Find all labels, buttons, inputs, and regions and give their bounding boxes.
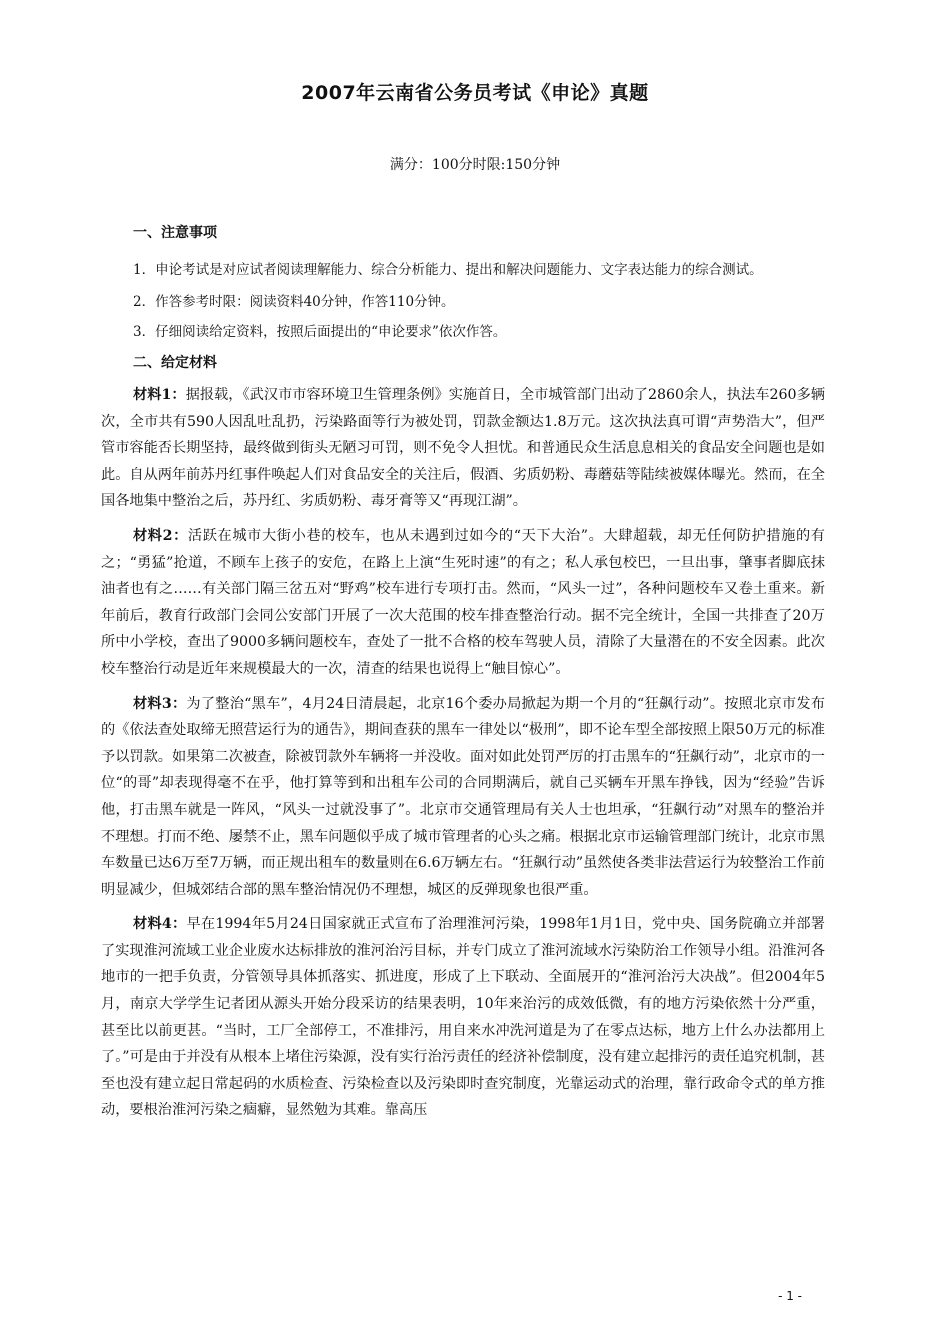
material-label: 材料3： [133, 695, 187, 712]
exam-info: 满分：100分时限:150分钟 [389, 157, 561, 173]
material-paragraph [101, 691, 825, 904]
note-item: 1．申论考试是对应试者阅读理解能力、综合分析能力、提出和解决问题能力、文字表达能力的综合测试。 [133, 262, 763, 278]
note-item: 2．作答参考时限：阅读资料40分钟，作答110分钟。 [133, 294, 455, 310]
material-text: 早在1994年5月24日国家就正式宣布了治理淮河污染，1998年1月1日，党中央、国务院确立并部署了实现淮河流域工业企业废水达标排放的淮河治污目标，并专门成立了淮河流域水污染防治工作领导小组。沿淮河各地市的一把手负责，分管领导具体抓落实、抓进度，形成了上下联动、全面展开的“淮河治污大决战”。但2004年5月，南京大学学生记者团从源头开始分段采访的结果表明，10年来治污的成效低微，有的地方污染依然十分严重，甚至比以前更甚。“当时，工厂全部停工，不准排污，用自来水冲洗河道是为了在零点达标，地方上什么办法都用上了。”可是由于并没有从根本上堵住污染源，没有实行治污责任的经济补偿制度，没有建立起排污的责任追究机制，甚至也没有建立起日常起码的水质检查、污染检查以及污染即时查究制度，光靠运动式的治理，靠行政命令式的单方推动，要根治淮河污染之痼癖，显然勉为其难。靠高压 [101, 916, 825, 1119]
document-title: 2007年云南省公务员考试《申论》真题 [301, 82, 649, 104]
material-text: 据报载，《武汉市市容环境卫生管理条例》实施首日，全市城管部门出动了2860余人，执法车260多辆次，全市共有590人因乱吐乱扔，污染路面等行为被处罚，罚款金额达1.8万元。这次执法真可谓“声势浩大”，但严管市容能否长期坚持，最终做到街头无陋习可罚，则不免令人担忧。和普通民众生活息息相关的食品安全问题也是如此。自从两年前苏丹红事件唤起人们对食品安全的关注后，假酒、劣质奶粉、毒蘑菇等陆续被媒体曝光。然而，在全国各地集中整治之后，苏丹红、劣质奶粉、毒牙膏等又“再现江湖”。 [101, 387, 825, 510]
material-paragraph [101, 382, 825, 515]
material-label: 材料2： [133, 527, 188, 544]
section-heading-materials: 二、给定材料 [133, 355, 217, 371]
page-number: - 1 - [778, 1289, 802, 1303]
note-item: 3．仔细阅读给定资料，按照后面提出的“申论要求”依次作答。 [133, 324, 507, 340]
document-body [101, 223, 825, 1132]
material-paragraph [101, 523, 825, 683]
material-text: 活跃在城市大街小巷的校车，也从未遇到过如今的“天下大治”。大肆超载，却无任何防护措施的有之；“勇猛”抢道，不顾车上孩子的安危，在路上上演“生死时速”的有之；私人承包校巴，一旦出事，肇事者脚底抹油者也有之……有关部门隔三岔五对“野鸡”校车进行专项打击。然而，“风头一过”，各种问题校车又卷土重来。新年前后，教育行政部门会同公安部门开展了一次大范围的校车排查整治行动。据不完全统计，全国一共排查了20万所中小学校，查出了9000多辆问题校车，查处了一批不合格的校车驾驶人员，清除了大量潜在的不安全因素。此次校车整治行动是近年来规模最大的一次，清查的结果也说得上“触目惊心”。 [101, 527, 825, 677]
material-label: 材料4： [133, 916, 187, 933]
section-heading-notes: 一、注意事项 [133, 225, 217, 241]
material-label: 材料1： [133, 387, 186, 403]
material-paragraph [101, 911, 825, 1124]
material-text: 为了整治“黑车”，4月24日清晨起，北京16个委办局掀起为期一个月的“狂飙行动”。按照北京市发布的《依法查处取缔无照营运行为的通告》，期间查获的黑车一律处以“极刑”，即不论车型全部按照上限50万元的标准予以罚款。如果第二次被查，除被罚款外车辆将一并没收。面对如此处罚严厉的打击黑车的“狂飙行动”，北京市的一位“的哥”却表现得毫不在乎，他打算等到和出租车公司的合同期满后，就自己买辆车开黑车挣钱，因为“经验”告诉他，打击黑车就是一阵风，“风头一过就没事了”。北京市交通管理局有关人士也坦承，“狂飙行动”对黑车的整治并不理想。打而不绝、屡禁不止，黑车问题似乎成了城市管理者的心头之痛。根据北京市运输管理部门统计，北京市黑车数量已达6万至7万辆，而正规出租车的数量则在6.6万辆左右。“狂飙行动”虽然使各类非法营运行为较整治工作前明显减少，但城郊结合部的黑车整治情况仍不理想，城区的反弹现象也很严重。 [101, 695, 825, 898]
